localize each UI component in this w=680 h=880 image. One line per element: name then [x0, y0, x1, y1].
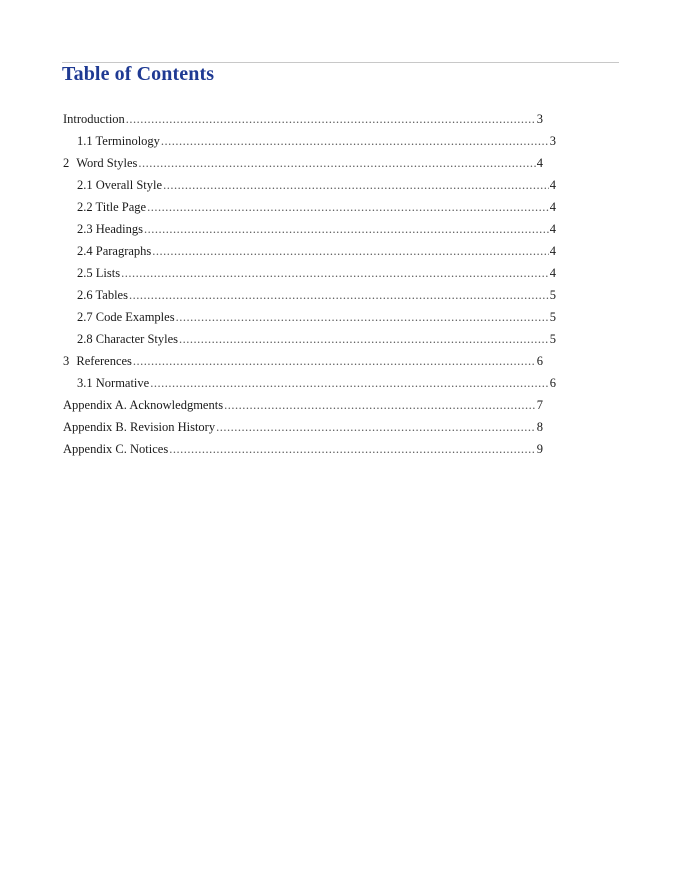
- page-title: Table of Contents: [62, 63, 215, 85]
- toc-entry-label: Word Styles: [76, 156, 138, 170]
- toc-entry-label: 1.1 Terminology: [77, 134, 160, 148]
- toc-page-number: 4: [549, 244, 556, 258]
- toc-entry-appendix-a[interactable]: [63, 394, 543, 416]
- toc-page-number: 9: [536, 442, 543, 456]
- toc-page-number: 5: [549, 310, 556, 324]
- toc-entry-introduction[interactable]: [63, 108, 543, 130]
- toc-page-number: 4: [536, 156, 543, 170]
- toc-page-number: 6: [536, 354, 543, 368]
- toc-page-number: 5: [549, 288, 556, 302]
- toc-entry-label: Appendix C. Notices: [63, 442, 169, 456]
- toc-leader-dots: [129, 284, 549, 306]
- toc-section-number: 3: [63, 354, 70, 368]
- toc-leader-dots: [147, 196, 549, 218]
- toc-entry-appendix-b[interactable]: [63, 416, 543, 438]
- toc-page-number: 4: [549, 178, 556, 192]
- toc-entry-label: 2.6 Tables: [77, 288, 128, 302]
- toc-page-number: 8: [536, 420, 543, 434]
- toc-section-number: 2: [63, 156, 70, 170]
- toc-entry-title-page[interactable]: [77, 196, 556, 218]
- toc-entry-appendix-c[interactable]: [63, 438, 543, 460]
- toc-page-number: 7: [536, 398, 543, 412]
- toc-page-number: 4: [549, 200, 556, 214]
- toc-entry-word-styles[interactable]: [63, 152, 543, 174]
- toc-entry-label: 2.1 Overall Style: [77, 178, 163, 192]
- toc-leader-dots: [163, 174, 549, 196]
- toc-page-number: 6: [549, 376, 556, 390]
- toc-leader-dots: [150, 372, 549, 394]
- toc-entry-lists[interactable]: [77, 262, 556, 284]
- toc-leader-dots: [133, 350, 536, 372]
- toc-entry-code-examples[interactable]: [77, 306, 556, 328]
- toc-entry-tables[interactable]: [77, 284, 556, 306]
- toc-entry-label: Introduction: [63, 112, 125, 126]
- toc-entry-paragraphs[interactable]: [77, 240, 556, 262]
- toc-entry-label: 2.2 Title Page: [77, 200, 147, 214]
- toc-entry-references[interactable]: [63, 350, 543, 372]
- toc-leader-dots: [138, 152, 535, 174]
- toc-leader-dots: [121, 262, 549, 284]
- toc-entry-label: Appendix A. Acknowledgments: [63, 398, 224, 412]
- toc-leader-dots: [224, 394, 536, 416]
- toc-entry-label: References: [76, 354, 132, 368]
- toc-entry-label: 3.1 Normative: [77, 376, 150, 390]
- toc-leader-dots: [126, 108, 536, 130]
- toc-page-number: 4: [549, 222, 556, 236]
- toc-leader-dots: [144, 218, 549, 240]
- toc-page-number: 3: [536, 112, 543, 126]
- toc-entry-label: 2.5 Lists: [77, 266, 121, 280]
- toc-page-number: 4: [549, 266, 556, 280]
- toc-entry-character-styles[interactable]: [77, 328, 556, 350]
- toc-leader-dots: [216, 416, 536, 438]
- toc-entry-label: Appendix B. Revision History: [63, 420, 216, 434]
- toc-leader-dots: [152, 240, 548, 262]
- toc-entry-normative[interactable]: [77, 372, 556, 394]
- toc-entry-label: 2.3 Headings: [77, 222, 143, 236]
- toc-leader-dots: [169, 438, 536, 460]
- toc-entry-terminology[interactable]: [77, 130, 556, 152]
- toc-leader-dots: [179, 328, 549, 350]
- toc-entry-overall-style[interactable]: [77, 174, 556, 196]
- toc-page-number: 5: [549, 332, 556, 346]
- toc-leader-dots: [161, 130, 549, 152]
- toc-entry-headings[interactable]: [77, 218, 556, 240]
- toc-page-number: 3: [549, 134, 556, 148]
- toc-entry-label: 2.7 Code Examples: [77, 310, 175, 324]
- toc-leader-dots: [176, 306, 549, 328]
- toc-entry-label: 2.4 Paragraphs: [77, 244, 152, 258]
- toc-entry-label: 2.8 Character Styles: [77, 332, 179, 346]
